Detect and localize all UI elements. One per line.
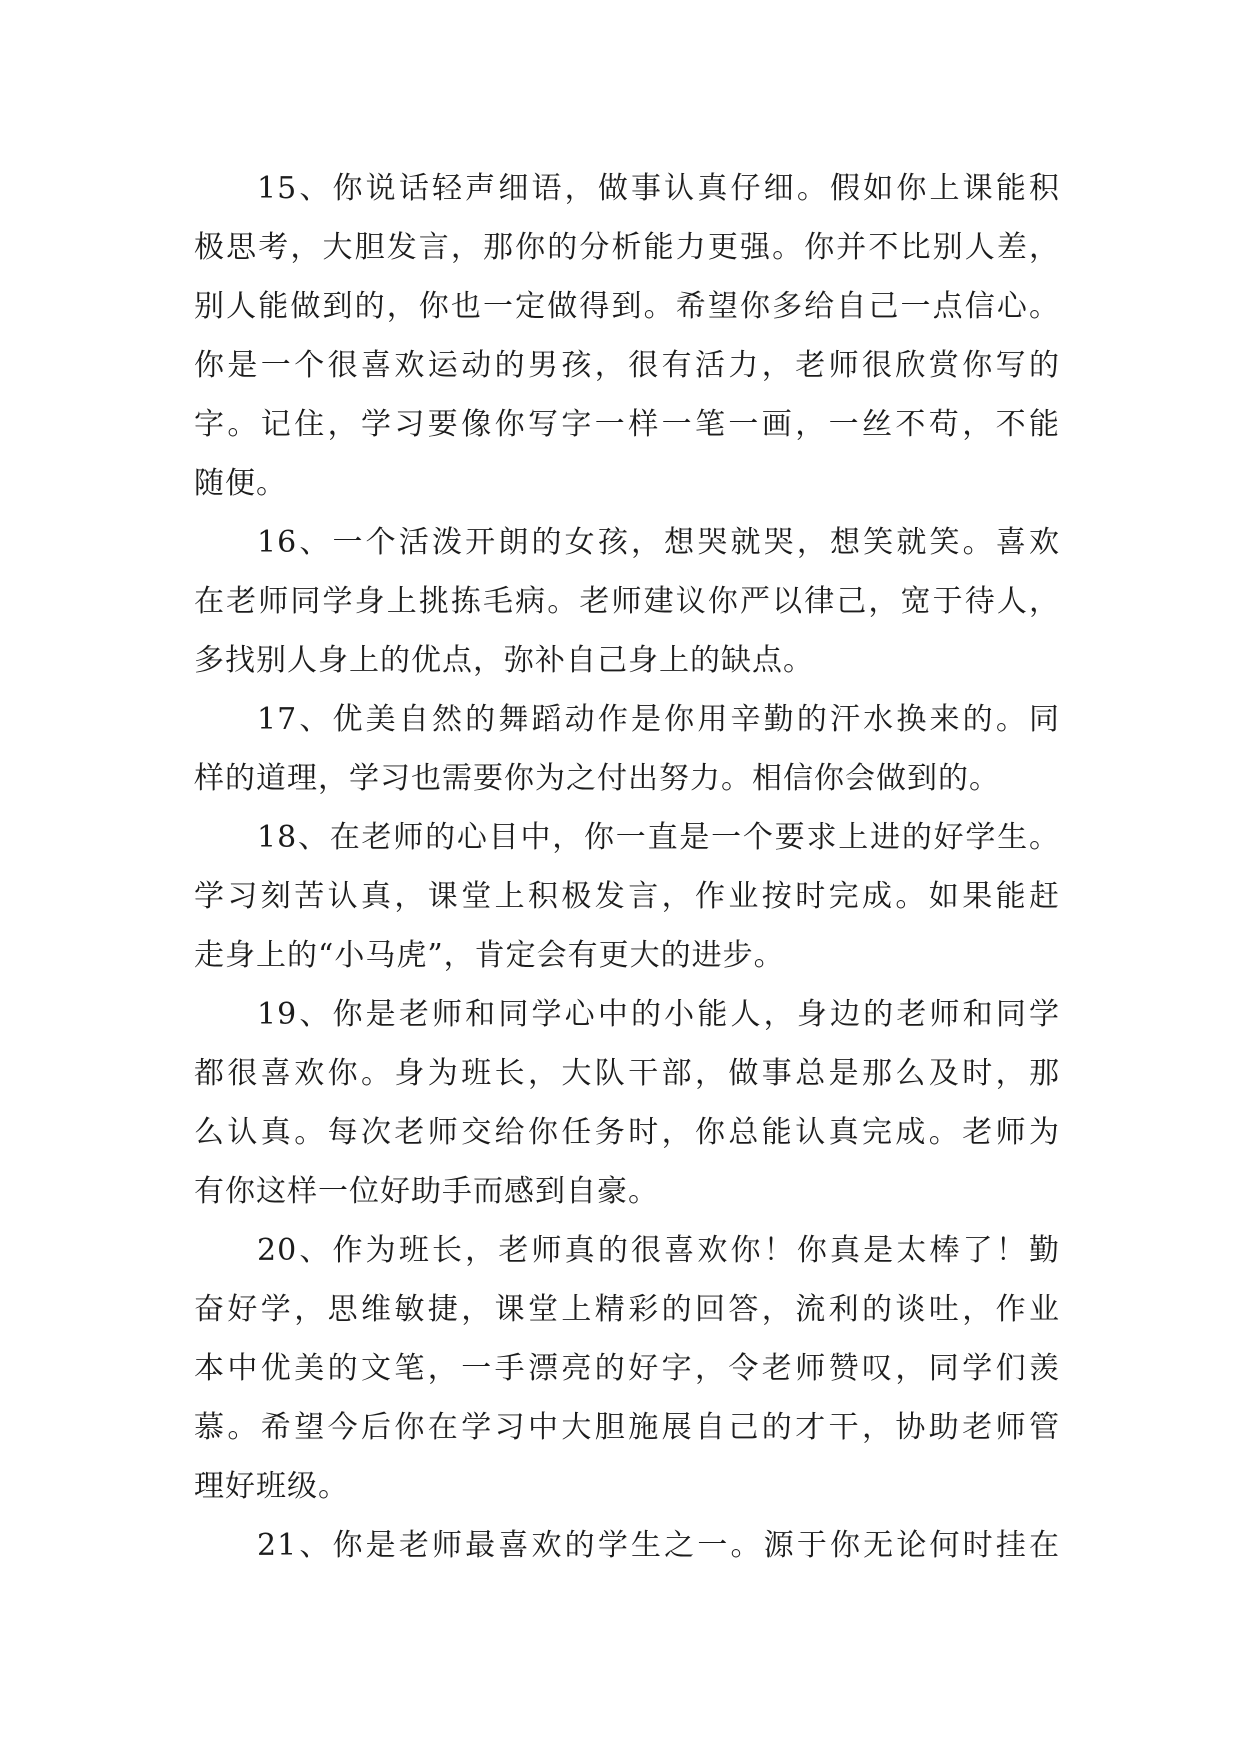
paragraph-line: 学习刻苦认真，课堂上积极发言，作业按时完成。如果能赶 bbox=[194, 879, 1060, 914]
paragraph-20 bbox=[194, 1221, 1060, 1516]
paragraph-17 bbox=[194, 690, 1060, 808]
paragraph-line: 20、作为班长，老师真的很喜欢你！你真是太棒了！勤 bbox=[257, 1233, 1060, 1268]
paragraph-line: 16、一个活泼开朗的女孩，想哭就哭，想笑就笑。喜欢 bbox=[257, 525, 1060, 560]
paragraph-line: 18、在老师的心目中，你一直是一个要求上进的好学生。 bbox=[257, 820, 1060, 855]
paragraph-line: 17、优美自然的舞蹈动作是你用辛勤的汗水换来的。同 bbox=[257, 702, 1060, 737]
paragraph-line: 随便。 bbox=[194, 466, 287, 501]
paragraph-line: 你是一个很喜欢运动的男孩，很有活力，老师很欣赏你写的 bbox=[194, 348, 1060, 383]
paragraph-line: 理好班级。 bbox=[194, 1469, 349, 1504]
paragraph-19 bbox=[194, 985, 1060, 1221]
paragraph-line: 都很喜欢你。身为班长，大队干部，做事总是那么及时，那 bbox=[194, 1056, 1060, 1091]
paragraph-line: 奋好学，思维敏捷，课堂上精彩的回答，流利的谈吐，作业 bbox=[194, 1292, 1060, 1327]
paragraph-line: 19、你是老师和同学心中的小能人，身边的老师和同学 bbox=[257, 997, 1060, 1032]
paragraph-line: 么认真。每次老师交给你任务时，你总能认真完成。老师为 bbox=[194, 1115, 1060, 1150]
paragraph-line: 字。记住，学习要像你写字一样一笔一画，一丝不苟，不能 bbox=[194, 407, 1060, 442]
paragraph-16 bbox=[194, 513, 1060, 690]
paragraph-line: 样的道理，学习也需要你为之付出努力。相信你会做到的。 bbox=[194, 761, 1000, 796]
document-body bbox=[194, 159, 1060, 1575]
paragraph-line: 极思考，大胆发言，那你的分析能力更强。你并不比别人差， bbox=[194, 230, 1060, 265]
paragraph-line: 别人能做到的，你也一定做得到。希望你多给自己一点信心。 bbox=[194, 289, 1060, 324]
paragraph-21 bbox=[194, 1516, 1060, 1575]
paragraph-line: 本中优美的文笔，一手漂亮的好字，令老师赞叹，同学们羡 bbox=[194, 1351, 1060, 1386]
paragraph-line: 21、你是老师最喜欢的学生之一。源于你无论何时挂在 bbox=[257, 1528, 1060, 1563]
paragraph-line: 在老师同学身上挑拣毛病。老师建议你严以律己，宽于待人， bbox=[194, 584, 1060, 619]
paragraph-line: 慕。希望今后你在学习中大胆施展自己的才干，协助老师管 bbox=[194, 1410, 1060, 1445]
paragraph-18 bbox=[194, 808, 1060, 985]
paragraph-line: 多找别人身上的优点，弥补自己身上的缺点。 bbox=[194, 643, 814, 678]
paragraph-15 bbox=[194, 159, 1060, 513]
paragraph-line: 15、你说话轻声细语，做事认真仔细。假如你上课能积 bbox=[257, 171, 1060, 206]
paragraph-line: 走身上的“小马虎”，肯定会有更大的进步。 bbox=[194, 938, 785, 973]
paragraph-line: 有你这样一位好助手而感到自豪。 bbox=[194, 1174, 659, 1209]
